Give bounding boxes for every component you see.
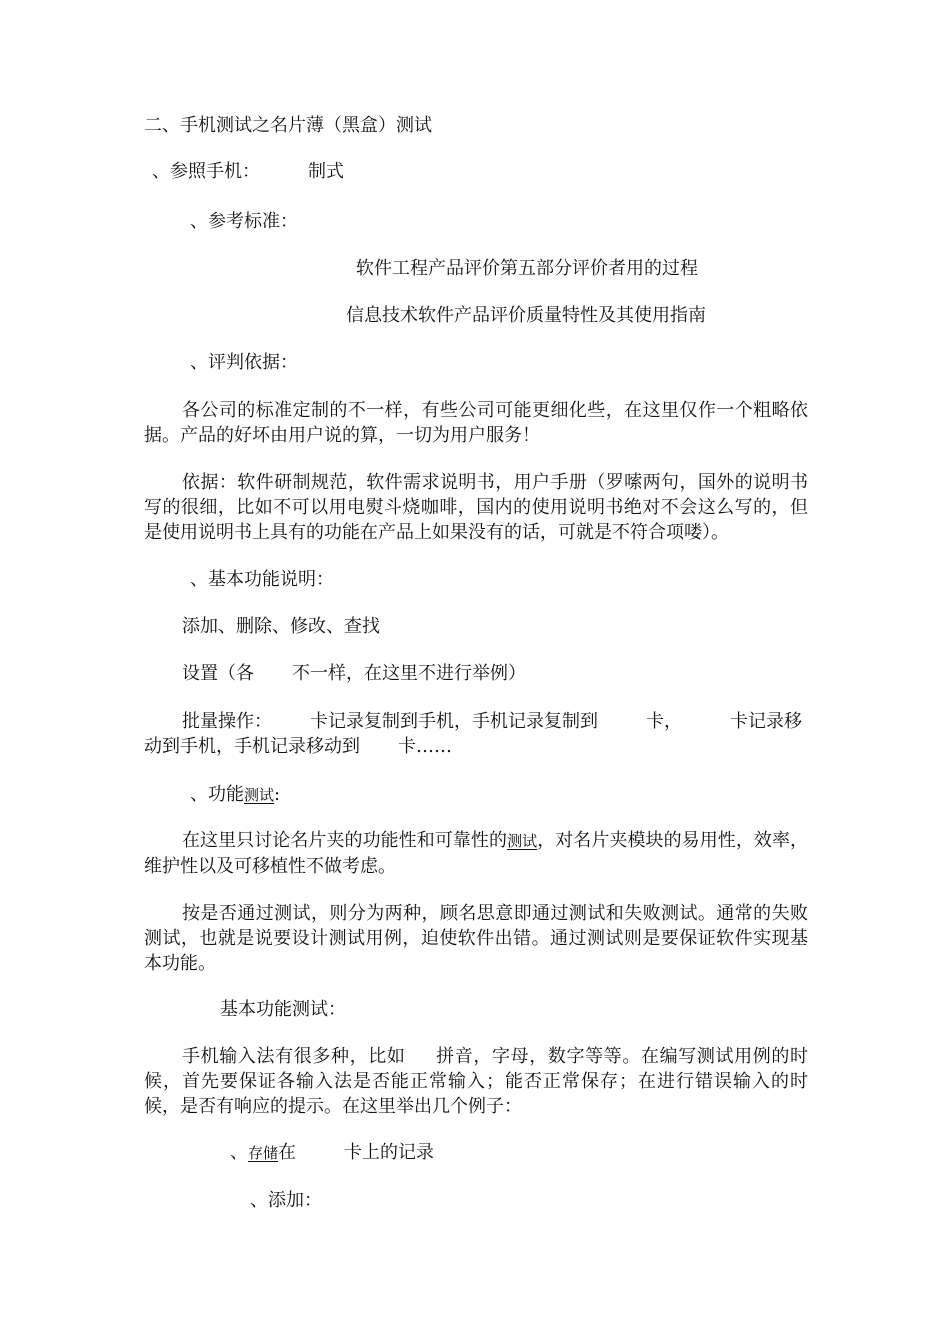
judge-basis-label: 、评判依据： [190,352,298,373]
judge-paragraph-2: 依据：软件研制规范，软件需求说明书，用户手册（罗嗦两句，国外的说明书写的很细，比如不可以用电熨斗烧咖啡，国内的使用说明书绝对不会这么写的，但是使用说明书上具有的功能在产品上如果没有的话，可就是不符合项喽）。 [144,472,808,543]
ref-phone-label: 、参照手机： [152,161,260,182]
input-paragraph: 手机输入法有很多种，比如 拼音，字母，数字等等。在编写测试用例的时候，首先要保证各输入法是否能正常输入；能否正常保存；在进行错误输入的时候，是否有响应的提示。在这里举出几个例子： [144,1046,808,1117]
standard-item-2: 信息技术软件产品评价质量特性及其使用指南 [346,305,706,326]
storage-line: 、存储在 卡上的记录 [230,1142,435,1163]
settings-line: 设置（各 不一样，在这里不进行举例） [182,663,526,684]
function-test-label: 、功能测试: [190,784,281,805]
judge-paragraph-1: 各公司的标准定制的不一样，有些公司可能更细化些，在这里仅作一个粗略依据。产品的好坏由用户说的算，一切为用户服务！ [144,400,808,446]
batch-line-2: 动到手机，手机记录移动到 卡…… [144,736,452,757]
storage-link[interactable]: 存储 [248,1144,279,1162]
basic-test-label: 基本功能测试： [220,999,346,1020]
test-link-2[interactable]: 测试 [507,832,538,850]
basic-function-label: 、基本功能说明： [190,569,334,590]
test-paragraph-2: 按是否通过测试，则分为两种，顾名思意即通过测试和失败测试。通常的失败测试，也就是说要设计测试用例，迫使软件出错。通过测试则是要保证软件实现基本功能。 [144,903,808,974]
test-link[interactable]: 测试 [244,786,275,804]
section-heading: 二、手机测试之名片薄（黑盒）测试 [144,115,432,136]
ref-phone-value: 制式 [308,161,344,182]
ref-standard-label: 、参考标准： [190,211,298,232]
standard-item-1: 软件工程产品评价第五部分评价者用的过程 [356,258,698,279]
add-label: 、添加： [250,1190,322,1211]
ref-phone-line [152,160,344,184]
test-paragraph-1: 在这里只讨论名片夹的功能性和可靠性的测试，对名片夹模块的易用性，效率，维护性以及可移植性不做考虑。 [144,830,809,877]
function-list: 添加、删除、修改、查找 [182,616,380,637]
batch-line-1: 批量操作： 卡记录复制到手机，手机记录复制到 卡， 卡记录移 [182,711,802,732]
